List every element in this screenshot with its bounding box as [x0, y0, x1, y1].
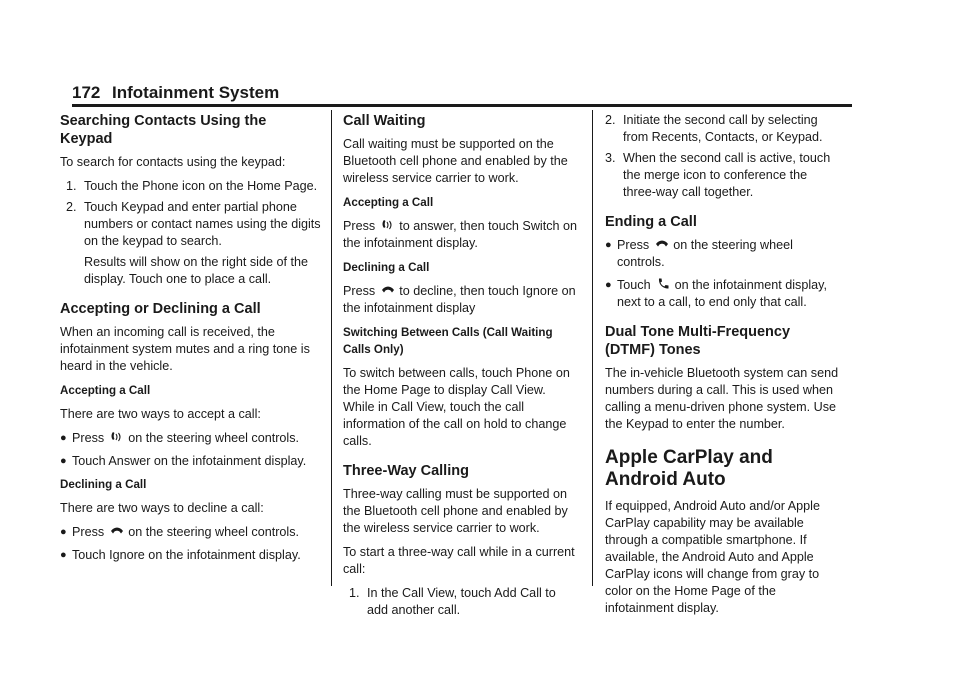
subheading-accepting: Accepting a Call [60, 384, 151, 397]
bullet-text: on the infotainment display, next to a call, to end only that call. [617, 278, 827, 309]
list-item [343, 585, 580, 619]
end-call-icon [381, 284, 395, 296]
subheading-accepting: Accepting a Call [343, 196, 434, 209]
push-to-talk-icon [381, 219, 395, 231]
step-number: 2. [605, 113, 616, 127]
heading-dtmf: Dual Tone Multi-Frequency (DTMF) Tones [605, 324, 791, 358]
paragraph-search-intro: To search for contacts using the keypad: [60, 155, 286, 169]
heading-call-waiting: Call Waiting [343, 113, 426, 129]
phone-icon [656, 278, 670, 290]
step-number: 1. [66, 179, 77, 193]
paragraph-results: Results will show on the right side of the display. Touch one to place a call. [84, 255, 309, 286]
bullet-text: on the steering wheel controls. [128, 525, 300, 539]
text-fragment: to answer, then touch Switch on the infotainment display. [343, 219, 578, 250]
paragraph-three-way: Three-way calling must be supported on the Bluetooth cell phone and enabled by the wireless service carrier to work. [343, 487, 568, 535]
subheading-declining: Declining a Call [343, 261, 430, 274]
column-2 [343, 112, 580, 623]
section-title: Infotainment System [112, 83, 280, 102]
heading-ending-call: Ending a Call [605, 214, 697, 230]
list-item [60, 453, 322, 470]
column-1 [60, 112, 322, 570]
heading-searching-contacts: Searching Contacts Using the Keypad [60, 113, 267, 147]
bullet-icon: ● [60, 432, 67, 444]
bullet-icon: ● [605, 279, 612, 291]
bullet-text: Press [72, 431, 105, 445]
bullet-text: Press [617, 238, 650, 252]
list-item [60, 178, 322, 195]
bullet-text: Touch Ignore on the infotainment display. [72, 548, 301, 562]
paragraph-call-waiting: Call waiting must be supported on the Bluetooth cell phone and enabled by the wireless service carrier to work. [343, 137, 568, 185]
bullet-text: on the steering wheel controls. [617, 238, 793, 269]
step-number: 2. [66, 200, 77, 214]
list-item [60, 547, 322, 564]
list-item [60, 430, 322, 447]
push-to-talk-icon [110, 431, 124, 443]
text-fragment: Press [343, 284, 376, 298]
list-item [605, 237, 843, 271]
step-text: Initiate the second call by selecting from Recents, Contacts, or Keypad. [623, 113, 823, 144]
text-fragment: to decline, then touch Ignore on the infotainment display [343, 284, 576, 315]
bullet-text: Press [72, 525, 105, 539]
step-text: When the second call is active, touch the merge icon to conference the three-way call together. [623, 151, 831, 199]
bullet-icon: ● [60, 549, 67, 561]
list-item [60, 524, 322, 541]
column-3 [605, 112, 843, 624]
paragraph-carplay: If equipped, Android Auto and/or Apple CarPlay capability may be available through a compatible smartphone. If available, the Android Auto and Apple CarPlay icons will change from gray to color on the Home Page of the infotainment display. [605, 499, 820, 615]
bullet-icon: ● [60, 526, 67, 538]
end-call-icon [110, 525, 124, 537]
subheading-switching: Switching Between Calls (Call Waiting Calls Only) [343, 326, 553, 356]
bullet-text: Touch Answer on the infotainment display. [72, 454, 307, 468]
bullet-text: Touch [617, 278, 651, 292]
heading-three-way-calling: Three-Way Calling [343, 463, 469, 479]
paragraph-start-three-way: To start a three-way call while in a current call: [343, 545, 575, 576]
step-text: In the Call View, touch Add Call to add another call. [367, 586, 556, 617]
paragraph-press-answer [343, 218, 580, 252]
paragraph-dtmf: The in-vehicle Bluetooth system can send numbers during a call. This is used when calling a menu-driven phone system. Use the Keypad to enter the number. [605, 366, 839, 431]
page-number: 172 [72, 83, 101, 102]
end-call-icon [655, 238, 669, 250]
subheading-declining: Declining a Call [60, 478, 147, 491]
list-item [60, 199, 322, 250]
paragraph-press-decline [343, 283, 580, 317]
bullet-icon: ● [60, 455, 67, 467]
step-text: Touch the Phone icon on the Home Page. [84, 179, 318, 193]
list-item [605, 150, 843, 201]
paragraph-switching: To switch between calls, touch Phone on the Home Page to display Call View. While in Call View, touch the call information of the call on hold to change calls. [343, 366, 570, 448]
column-divider [592, 110, 593, 586]
paragraph-incoming: When an incoming call is received, the infotainment system mutes and a ring tone is heard in the vehicle. [60, 325, 310, 373]
list-item [605, 112, 843, 146]
heading-accepting-declining: Accepting or Declining a Call [60, 301, 261, 317]
step-number: 1. [349, 586, 360, 600]
bullet-icon: ● [605, 239, 612, 251]
paragraph-two-ways-accept: There are two ways to accept a call: [60, 407, 261, 421]
step-text: Touch Keypad and enter partial phone numbers or contact names using the digits on the keypad to search. [84, 200, 321, 248]
paragraph-two-ways-decline: There are two ways to decline a call: [60, 501, 264, 515]
list-item [605, 277, 843, 311]
column-divider [331, 110, 332, 586]
heading-carplay-android-auto: Apple CarPlay and Android Auto [605, 447, 773, 490]
header-rule [72, 104, 852, 107]
bullet-text: on the steering wheel controls. [128, 431, 300, 445]
step-number: 3. [605, 151, 616, 165]
text-fragment: Press [343, 219, 376, 233]
